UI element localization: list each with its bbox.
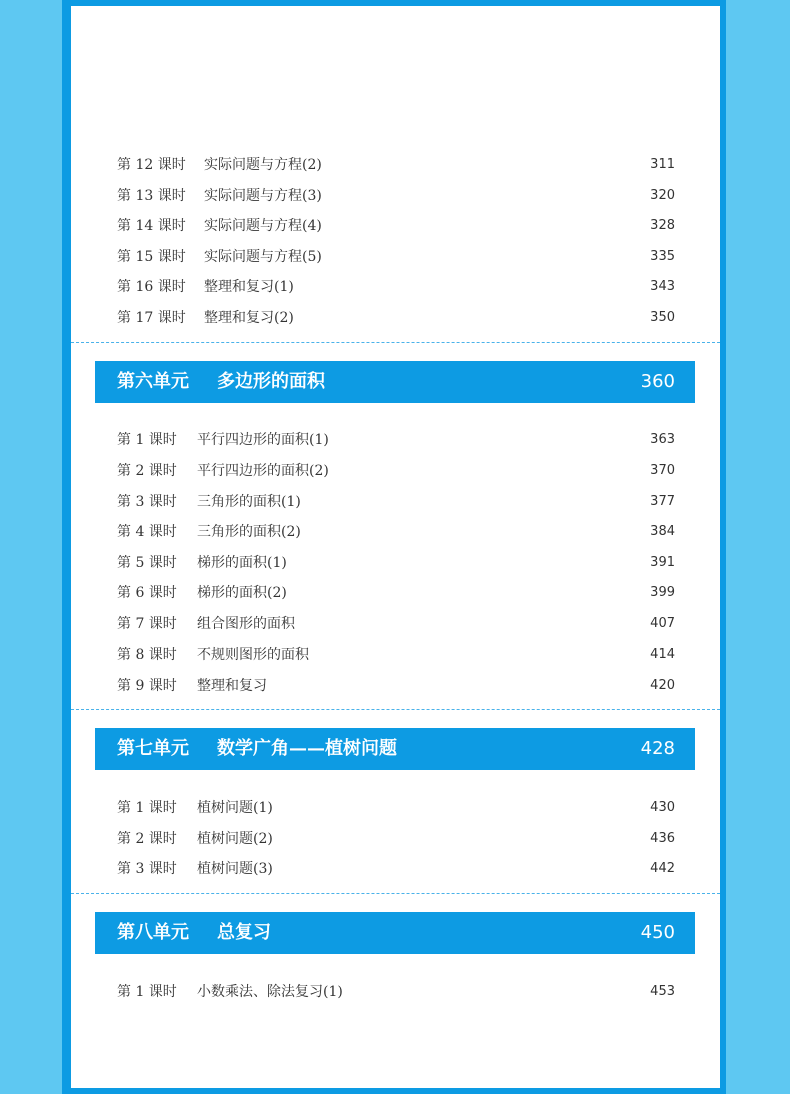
toc-entry[interactable] [117, 428, 675, 452]
lesson-number: 第 2 课时 [117, 831, 177, 847]
page-number: 430 [650, 800, 675, 815]
lesson-title: 植树问题(2) [197, 831, 273, 847]
lesson-number: 第 4 课时 [117, 524, 177, 540]
lesson-number: 第 7 课时 [117, 616, 177, 632]
toc-entry[interactable] [117, 612, 675, 636]
lesson-number: 第 9 课时 [117, 678, 177, 694]
page-number: 391 [650, 555, 675, 570]
lesson-number: 第 16 课时 [117, 279, 186, 295]
page-number: 350 [650, 310, 675, 325]
unit-label: 第六单元 [117, 371, 189, 392]
lesson-title: 实际问题与方程(3) [204, 188, 322, 204]
lesson-number: 第 3 课时 [117, 861, 177, 877]
toc-entry[interactable] [117, 581, 675, 605]
toc-entry[interactable] [117, 275, 675, 299]
toc-entry[interactable] [117, 214, 675, 238]
toc-entry[interactable] [117, 857, 675, 881]
page-number: 377 [650, 494, 675, 509]
page-number: 363 [650, 432, 675, 447]
toc-entry[interactable] [117, 245, 675, 269]
page-number: 335 [650, 249, 675, 264]
lesson-title: 不规则图形的面积 [197, 647, 309, 663]
toc-entry[interactable] [117, 674, 675, 698]
lesson-number: 第 15 课时 [117, 249, 186, 265]
unit-banner[interactable] [95, 912, 695, 954]
page-number: 370 [650, 463, 675, 478]
lesson-number: 第 17 课时 [117, 310, 186, 326]
lesson-title: 植树问题(1) [197, 800, 273, 816]
unit-title: 总复习 [217, 922, 271, 943]
toc-entry[interactable] [117, 643, 675, 667]
lesson-title: 整理和复习(2) [204, 310, 294, 326]
lesson-title: 平行四边形的面积(1) [197, 432, 329, 448]
page-number: 407 [650, 616, 675, 631]
lesson-title: 实际问题与方程(2) [204, 157, 322, 173]
unit-label: 第七单元 [117, 738, 189, 759]
unit-banner[interactable] [95, 361, 695, 403]
page-number: 453 [650, 984, 675, 999]
page-number: 311 [650, 157, 675, 172]
toc-entry[interactable] [117, 184, 675, 208]
lesson-title: 三角形的面积(2) [197, 524, 301, 540]
page-number: 420 [650, 678, 675, 693]
page-number: 442 [650, 861, 675, 876]
toc-entry[interactable] [117, 459, 675, 483]
lesson-title: 梯形的面积(1) [197, 555, 287, 571]
toc-entry[interactable] [117, 306, 675, 330]
lesson-title: 组合图形的面积 [197, 616, 295, 632]
lesson-number: 第 6 课时 [117, 585, 177, 601]
toc-entry[interactable] [117, 490, 675, 514]
lesson-number: 第 1 课时 [117, 800, 177, 816]
lesson-number: 第 1 课时 [117, 984, 177, 1000]
lesson-title: 植树问题(3) [197, 861, 273, 877]
section-divider [71, 342, 720, 343]
toc-entry[interactable] [117, 827, 675, 851]
lesson-number: 第 12 课时 [117, 157, 186, 173]
page-number: 399 [650, 585, 675, 600]
page-number: 328 [650, 218, 675, 233]
toc-entry[interactable] [117, 551, 675, 575]
unit-title: 多边形的面积 [217, 371, 325, 392]
toc-entry[interactable] [117, 520, 675, 544]
page-number: 384 [650, 524, 675, 539]
lesson-number: 第 8 课时 [117, 647, 177, 663]
lesson-title: 整理和复习 [197, 678, 267, 694]
unit-page-number: 428 [640, 738, 675, 759]
section-divider [71, 709, 720, 710]
toc-entry[interactable] [117, 153, 675, 177]
lesson-number: 第 13 课时 [117, 188, 186, 204]
unit-title: 数学广角——植树问题 [217, 738, 397, 759]
lesson-title: 小数乘法、除法复习(1) [197, 984, 343, 1000]
section-divider [71, 893, 720, 894]
unit-label: 第八单元 [117, 922, 189, 943]
lesson-title: 整理和复习(1) [204, 279, 294, 295]
lesson-number: 第 3 课时 [117, 494, 177, 510]
toc-entry[interactable] [117, 980, 675, 1004]
lesson-number: 第 2 课时 [117, 463, 177, 479]
page-number: 343 [650, 279, 675, 294]
page-number: 414 [650, 647, 675, 662]
lesson-number: 第 14 课时 [117, 218, 186, 234]
lesson-title: 实际问题与方程(4) [204, 218, 322, 234]
lesson-title: 平行四边形的面积(2) [197, 463, 329, 479]
unit-page-number: 360 [640, 371, 675, 392]
lesson-number: 第 1 课时 [117, 432, 177, 448]
page-number: 436 [650, 831, 675, 846]
lesson-title: 梯形的面积(2) [197, 585, 287, 601]
lesson-title: 三角形的面积(1) [197, 494, 301, 510]
toc-entry[interactable] [117, 796, 675, 820]
lesson-number: 第 5 课时 [117, 555, 177, 571]
toc-page [71, 6, 720, 1088]
unit-page-number: 450 [640, 922, 675, 943]
page-number: 320 [650, 188, 675, 203]
lesson-title: 实际问题与方程(5) [204, 249, 322, 265]
unit-banner[interactable] [95, 728, 695, 770]
